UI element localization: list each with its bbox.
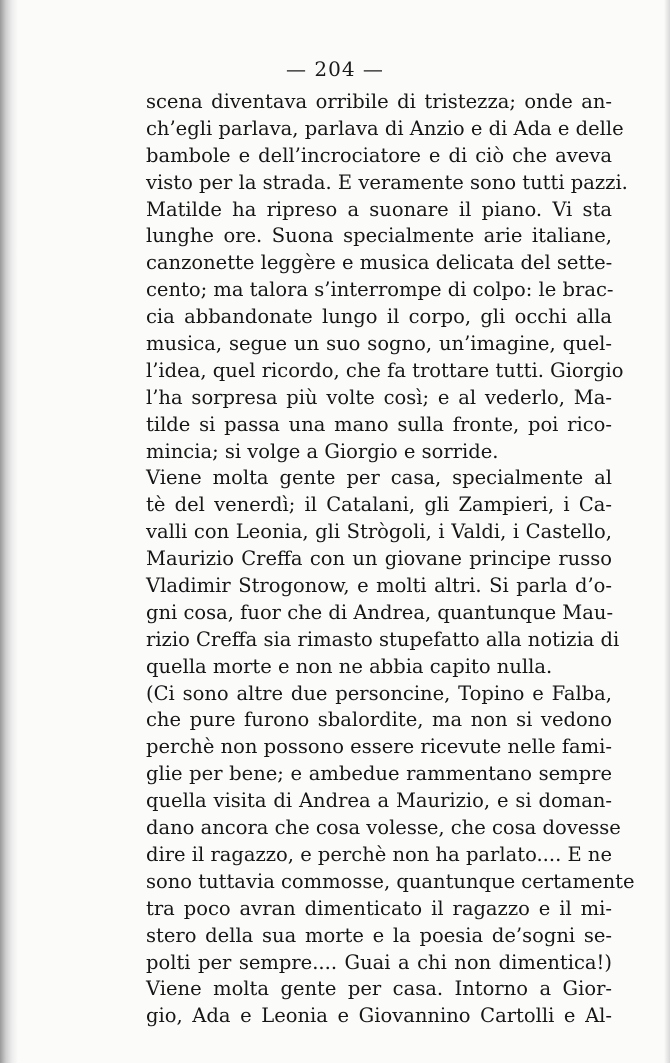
text-line: rizio Creffa sia rimasto stupefatto alla notizia di (146, 627, 620, 651)
text-line: Vladimir Strogonow, e molti altri. Si parla d’o- (146, 574, 612, 598)
text-line: scena diventava orribile di tristezza; onde an- (146, 90, 612, 113)
text-line: visto per la strada. E veramente sono tutti pazzi. (146, 170, 628, 194)
text-line: che pure furono sbalordite, ma non si vedono (146, 708, 612, 732)
text-line: quella visita di Andrea a Maurizio, e si doman- (146, 789, 612, 813)
text-line: perchè non possono essere ricevute nelle fami- (146, 735, 612, 759)
text-line: bambole e dell’incrociatore e di ciò che aveva (146, 143, 612, 167)
text-line: stero della sua morte e la poesia de’sogni se- (146, 923, 612, 947)
text-line: polti per sempre.... Guai a chi non dimentica!) (146, 950, 612, 974)
body-text (146, 89, 635, 1030)
page-edge (664, 0, 670, 1063)
text-line: tra poco avran dimenticato il ragazzo e il mi- (146, 896, 612, 920)
text-line: quella morte e non ne abbia capito nulla. (146, 654, 553, 678)
text-line: Viene molta gente per casa. Intorno a Gior- (146, 977, 612, 1001)
text-line: (Ci sono altre due personcine, Topino e Falba, (146, 681, 612, 705)
text-line: ch’egli parlava, parlava di Anzio e di Ada e delle (146, 116, 624, 140)
text-line: gio, Ada e Leonia e Giovannino Cartolli e Al- (146, 1004, 612, 1028)
text-line: cia abbandonate lungo il corpo, gli occhi alla (146, 305, 612, 329)
text-line: Maurizio Creffa con un giovane principe russo (146, 547, 612, 571)
text-line: lunghe ore. Suona specialmente arie italiane, (146, 224, 612, 248)
text-line: Viene molta gente per casa, specialmente al (146, 466, 612, 490)
text-line: glie per bene; e ambedue rammentano sempre (146, 762, 612, 786)
text-line: mincia; si volge a Giorgio e sorride. (146, 439, 499, 463)
text-line: canzonette leggère e musica delicata del sette- (146, 251, 613, 275)
text-line: Matilde ha ripreso a suonare il piano. Vi sta (146, 197, 612, 221)
text-line: l’idea, quel ricordo, che fa trottare tutti. Giorgio (146, 358, 624, 382)
text-line: l’ha sorpresa più volte così; e al vederlo, Ma- (146, 385, 612, 409)
text-line: dire il ragazzo, e perchè non ha parlato.... E ne (146, 842, 612, 866)
page-number: — 204 — (286, 57, 384, 81)
text-line: tilde si passa una mano sulla fronte, poi rico- (146, 412, 612, 436)
text-line: valli con Leonia, gli Strògoli, i Valdi, i Castello, (146, 520, 612, 544)
text-line: gni cosa, fuor che di Andrea, quantunque Mau- (146, 600, 614, 624)
text-line: tè del venerdì; il Catalani, gli Zampieri, i Ca- (146, 493, 612, 517)
text-line: cento; ma talora s’interrompe di colpo: le brac- (146, 278, 614, 302)
text-line: dano ancora che cosa volesse, che cosa dovesse (146, 816, 621, 840)
text-line: musica, segue un suo sogno, un’imagine, quel- (146, 332, 612, 356)
text-line: sono tuttavia commosse, quantunque certamente (146, 869, 635, 893)
binding-shadow (0, 0, 18, 1063)
